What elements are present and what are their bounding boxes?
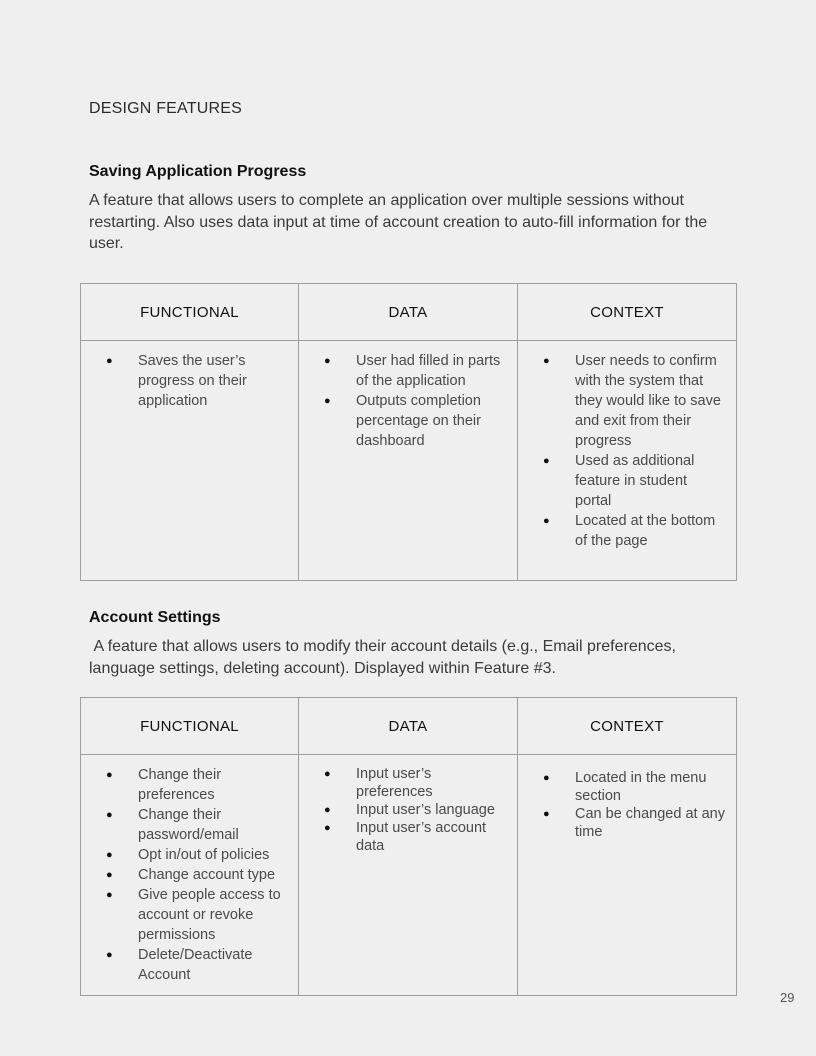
list-item: ● User had filled in parts of the application xyxy=(356,351,507,391)
context-list xyxy=(518,769,726,841)
column-header-context: CONTEXT xyxy=(518,698,737,755)
list-item: ● Input user’s preferences xyxy=(356,765,507,801)
context-list xyxy=(518,351,726,551)
table-header-row xyxy=(81,284,737,341)
section-title-account-settings: Account Settings xyxy=(89,609,221,626)
column-header-data: DATA xyxy=(299,284,518,341)
list-item: ● Change account type xyxy=(138,865,288,885)
list-item: ● Give people access to account or revoke permissions xyxy=(138,885,288,945)
list-item: ● Delete/Deactivate Account xyxy=(138,945,288,985)
column-header-context: CONTEXT xyxy=(518,284,737,341)
context-cell xyxy=(518,755,737,996)
list-item: ● Used as additional feature in student portal xyxy=(575,451,726,511)
data-list xyxy=(299,765,507,855)
section-title-saving-progress: Saving Application Progress xyxy=(89,163,307,180)
functional-list xyxy=(81,351,288,411)
list-item: ● Saves the user’s progress on their application xyxy=(138,351,288,411)
column-header-functional: FUNCTIONAL xyxy=(81,284,299,341)
list-item: ● Input user’s language xyxy=(356,801,507,819)
page-label: DESIGN FEATURES xyxy=(89,100,242,117)
page-number: 29 xyxy=(780,990,795,1005)
section-description-account-settings: A feature that allows users to modify their account details (e.g., Email preferences, language settings, deleting account). Displayed within Feature #3. xyxy=(89,638,681,677)
list-item: ● Can be changed at any time xyxy=(575,805,726,841)
table-header-row xyxy=(81,698,737,755)
table-row xyxy=(81,341,737,581)
feature-table-account-settings xyxy=(80,697,737,996)
column-header-functional: FUNCTIONAL xyxy=(81,698,299,755)
data-cell xyxy=(299,341,518,581)
list-item: ● Change their password/email xyxy=(138,805,288,845)
feature-table-saving-progress xyxy=(80,283,737,581)
functional-cell xyxy=(81,341,299,581)
context-cell xyxy=(518,341,737,581)
list-item: ● Outputs completion percentage on their dashboard xyxy=(356,391,507,451)
data-cell xyxy=(299,755,518,996)
list-item: ● Located in the menu section xyxy=(575,769,726,805)
functional-cell xyxy=(81,755,299,996)
list-item: ● Change their preferences xyxy=(138,765,288,805)
list-item: ● Input user’s account data xyxy=(356,819,507,855)
list-item: ● User needs to confirm with the system that they would like to save and exit from their progress xyxy=(575,351,726,451)
table-row xyxy=(81,755,737,996)
list-item: ● Opt in/out of policies xyxy=(138,845,288,865)
functional-list xyxy=(81,765,288,985)
column-header-data: DATA xyxy=(299,698,518,755)
data-list xyxy=(299,351,507,451)
list-item: ● Located at the bottom of the page xyxy=(575,511,726,551)
section-description-saving-progress: A feature that allows users to complete an application over multiple sessions without restarting. Also uses data input at time of account creation to auto-fill information for the user. xyxy=(89,192,708,252)
